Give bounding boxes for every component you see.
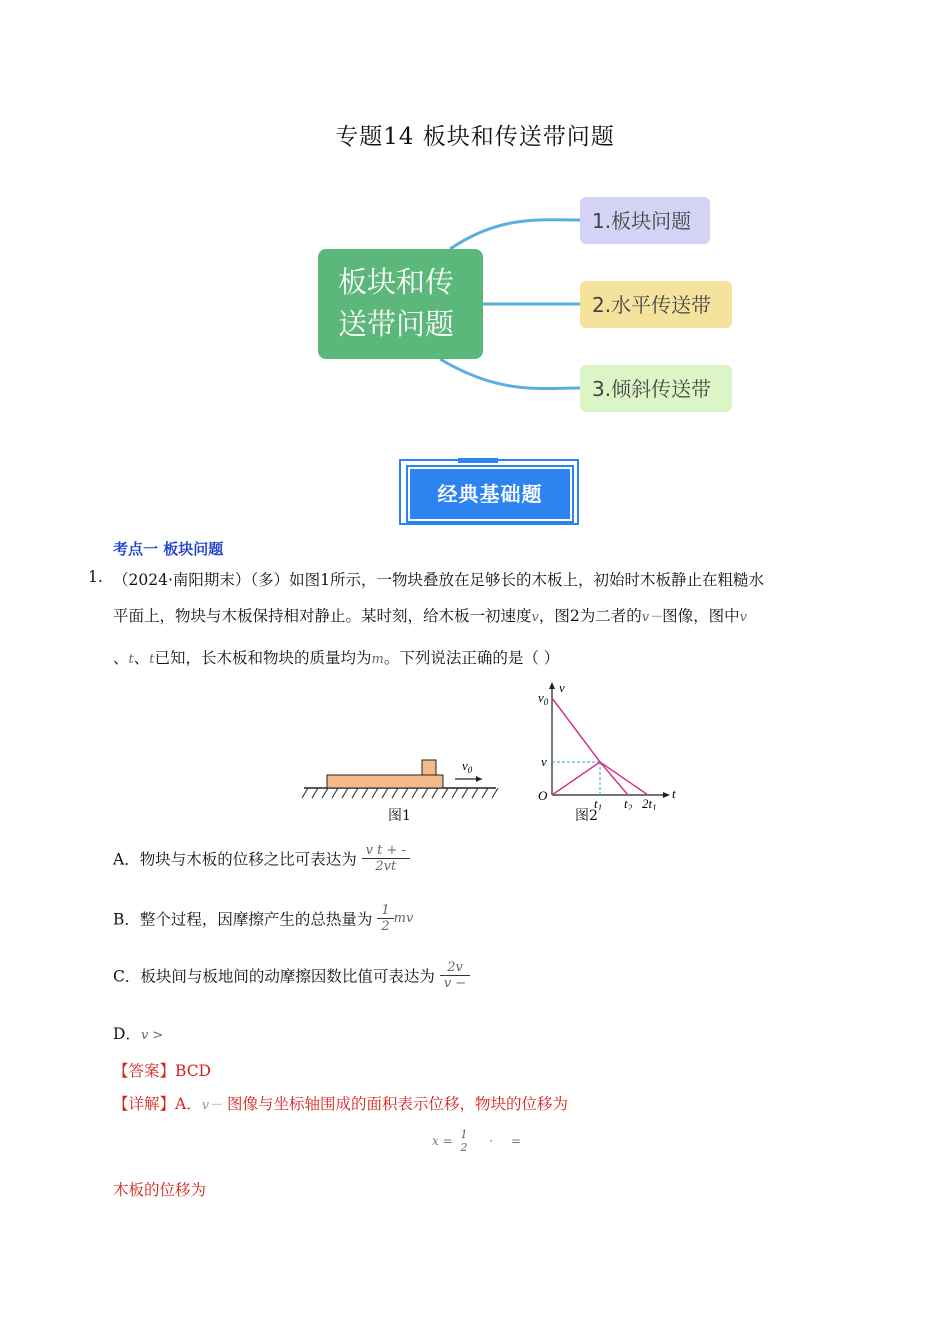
- q-symbol: t: [149, 652, 155, 667]
- option-c-fraction: [440, 960, 470, 991]
- option-d: [113, 1022, 163, 1044]
- explain-text: A．: [175, 1095, 202, 1113]
- option-d-label: D．: [113, 1025, 141, 1043]
- q-text: 。下列说法正确的是（ ）: [383, 649, 560, 667]
- fig2-origin-label: O: [538, 788, 548, 803]
- section-banner: 经典基础题: [408, 467, 572, 521]
- option-c: [113, 960, 470, 991]
- fig2-v0-label: $v_0$: [538, 690, 549, 707]
- fig2-v-label: v: [541, 754, 547, 769]
- q-symbol: t: [128, 652, 134, 667]
- figure-2: [530, 678, 680, 810]
- option-b: [113, 903, 413, 934]
- option-b-fraction: [377, 903, 393, 934]
- formula-lhs: x: [432, 1134, 439, 1148]
- connector-1: [450, 220, 580, 249]
- q-text: 、: [113, 649, 129, 667]
- q-text: 已知，长木板和物块的质量均为: [154, 649, 372, 667]
- mindmap-branch-3: 3.倾斜传送带: [580, 365, 732, 412]
- page-title: 专题14 板块和传送带问题: [335, 124, 615, 150]
- frac-den: v −: [443, 976, 467, 991]
- formula-eq: =: [442, 1134, 453, 1148]
- formula-mid: ·: [489, 1134, 494, 1148]
- option-b-tail: mv: [393, 911, 414, 926]
- board-line-1: [552, 698, 600, 762]
- answer-line: [113, 1059, 211, 1081]
- question-line-3: [113, 646, 873, 668]
- fig1-caption: 图1: [388, 808, 411, 824]
- q-text: 图像，图中: [662, 607, 740, 625]
- option-c-label: C．板块间与板地间的动摩擦因数比值可表达为: [113, 967, 435, 986]
- explain-next-line: 木板的位移为: [113, 1181, 207, 1199]
- answer-tag: 【答案】: [113, 1062, 176, 1080]
- q-text: ，图2为二者的: [538, 607, 642, 625]
- question-line-2: [113, 604, 873, 626]
- q-text: 、: [133, 649, 150, 667]
- small-block: [422, 760, 436, 775]
- option-a: [113, 843, 410, 874]
- q-symbol: v－: [641, 610, 663, 625]
- option-a-label: A．物块与木板的位移之比可表达为: [113, 850, 357, 869]
- explain-text: 图像与坐标轴围成的面积表示位移，物块的位移为: [227, 1095, 569, 1113]
- q-symbol: v: [531, 610, 539, 625]
- option-d-expr: v >: [140, 1028, 164, 1043]
- fig2-2t1-label: $2t_1$: [642, 796, 657, 810]
- formula-fraction: [457, 1128, 472, 1154]
- fig2-y-axis-label: v: [559, 680, 565, 695]
- q-symbol: m: [371, 652, 384, 667]
- fig2-t1-label: $t_1$: [594, 796, 603, 810]
- mindmap-branch-1: 1.板块问题: [580, 197, 710, 244]
- frac-num: 1: [377, 903, 393, 919]
- question-line-1: （2024·南阳期末）（多）如图1所示，一物块叠放在足够长的木板上，初始时木板静止在粗糙水: [113, 571, 764, 589]
- frac-num: 2v: [440, 960, 470, 976]
- fig1-v0-label: $v_0$: [462, 758, 473, 775]
- q-text: 平面上，物块与木板保持相对静止。某时刻，给木板一初速度: [113, 607, 532, 625]
- explain-symbol: v－: [201, 1098, 223, 1113]
- figure-1: [300, 755, 500, 805]
- explain-tag: 【详解】: [113, 1095, 176, 1113]
- fig2-caption: 图2: [575, 808, 598, 824]
- block-line-1: [552, 762, 600, 795]
- long-board: [327, 775, 443, 788]
- section-title: 考点一 板块问题: [113, 540, 224, 558]
- central-line-1: 板块和传: [338, 265, 455, 299]
- fig2-x-axis-label: t: [672, 786, 676, 801]
- mindmap-central-node: [318, 249, 483, 359]
- central-line-2: 送带问题: [338, 307, 455, 341]
- formula-eq2: =: [510, 1134, 522, 1148]
- frac-den: 2vt: [375, 859, 397, 874]
- frac-num: v t + -: [362, 843, 410, 859]
- option-a-fraction: [362, 843, 410, 874]
- frac-num: 1: [460, 1128, 468, 1141]
- mindmap-branch-2: 2.水平传送带: [580, 281, 732, 328]
- question-number: 1.: [88, 568, 103, 586]
- option-b-label: B．整个过程，因摩擦产生的总热量为: [113, 910, 373, 929]
- explanation-line: [113, 1092, 568, 1114]
- frac-den: 2: [381, 919, 390, 934]
- fig2-t2-label: $t_2$: [624, 796, 633, 810]
- connector-3: [440, 359, 580, 389]
- q-symbol: v: [739, 610, 747, 625]
- mindmap-connectors: [0, 0, 950, 450]
- answer-value: BCD: [175, 1062, 211, 1080]
- frac-den: 2: [460, 1141, 468, 1154]
- explain-formula: [432, 1128, 521, 1154]
